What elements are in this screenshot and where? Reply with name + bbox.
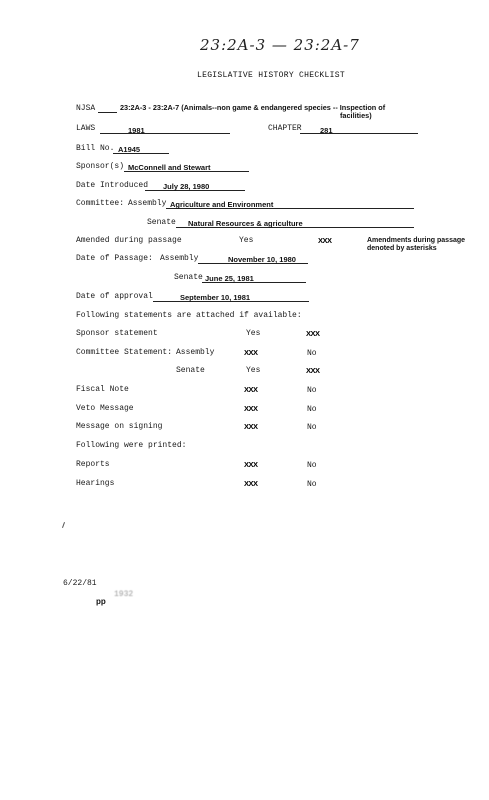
- reports-yes: XXX: [244, 460, 258, 469]
- committee-assembly-label: Assembly: [128, 199, 167, 208]
- printed-heading: Following were printed:: [76, 441, 187, 450]
- fiscal-note-no: No: [307, 386, 317, 395]
- chapter-value: 281: [320, 126, 333, 135]
- committee-senate-label: Senate: [147, 218, 176, 227]
- date-introduced-value: July 28, 1980: [163, 182, 210, 191]
- date-of-approval-label: Date of approval: [76, 292, 153, 301]
- sponsor-statement-yes: Yes: [246, 329, 261, 338]
- laws-value: 1981: [128, 126, 145, 135]
- footer-date: 6/22/81: [63, 579, 97, 588]
- message-on-signing-no: No: [307, 423, 317, 432]
- hearings-yes: XXX: [244, 479, 258, 488]
- committee-statement-assembly: Assembly: [176, 348, 215, 357]
- veto-message-yes: XXX: [244, 404, 258, 413]
- amended-yes: Yes: [239, 236, 254, 245]
- njsa-label: NJSA: [76, 104, 96, 113]
- statements-heading: Following statements are attached if available:: [76, 311, 302, 320]
- committee-senate-no: XXX: [306, 366, 320, 375]
- stray-mark: [62, 522, 65, 528]
- committee-assembly-no: No: [307, 349, 317, 358]
- laws-underline: [100, 133, 230, 134]
- veto-message-no: No: [307, 405, 317, 414]
- passage-senate-label: Senate: [174, 273, 203, 282]
- committee-label: Committee:: [76, 199, 125, 208]
- laws-label: LAWS: [76, 124, 96, 133]
- committee-statement-label: Committee Statement:: [76, 348, 173, 357]
- committee-senate-value: Natural Resources & agriculture: [188, 219, 303, 228]
- njsa-value-continued: facilities): [340, 111, 372, 120]
- message-on-signing-yes: XXX: [244, 422, 258, 431]
- message-on-signing-label: Message on signing: [76, 422, 163, 431]
- amendments-note: Amendments during passage denoted by asterisks: [367, 237, 466, 252]
- committee-assembly-value: Agriculture and Environment: [170, 200, 274, 209]
- njsa-underline: [98, 112, 117, 113]
- reports-label: Reports: [76, 460, 110, 469]
- handwritten-citation: 23:2A-3 — 23:2A-7: [200, 36, 360, 54]
- passage-senate-value: June 25, 1981: [205, 274, 254, 283]
- passage-assembly-value: November 10, 1980: [228, 255, 296, 264]
- chapter-underline: [300, 133, 418, 134]
- page-title: LEGISLATIVE HISTORY CHECKLIST: [197, 71, 345, 80]
- committee-assembly-yes: XXX: [244, 348, 258, 357]
- hearings-label: Hearings: [76, 479, 115, 488]
- committee-senate-yes: Yes: [246, 366, 261, 375]
- bill-no-label: Bill No.: [76, 144, 115, 153]
- date-introduced-label: Date Introduced: [76, 181, 149, 190]
- amended-no-marked: XXX: [318, 236, 332, 245]
- reports-no: No: [307, 461, 317, 470]
- hearings-no: No: [307, 480, 317, 489]
- footer-smudge: 1932: [114, 590, 134, 599]
- fiscal-note-yes: XXX: [244, 385, 258, 394]
- sponsor-statement-no: XXX: [306, 329, 320, 338]
- amended-label: Amended during passage: [76, 236, 182, 245]
- passage-assembly-label: Assembly: [160, 254, 199, 263]
- sponsors-label: Sponsor(s): [76, 162, 125, 171]
- sponsors-value: McConnell and Stewart: [128, 163, 211, 172]
- committee-statement-senate: Senate: [176, 366, 205, 375]
- sponsor-statement-label: Sponsor statement: [76, 329, 158, 338]
- footer-initials: pp: [96, 597, 106, 606]
- chapter-label: CHAPTER: [268, 124, 302, 133]
- fiscal-note-label: Fiscal Note: [76, 385, 129, 394]
- date-of-approval-value: September 10, 1981: [180, 293, 251, 302]
- date-of-passage-label: Date of Passage:: [76, 254, 153, 263]
- veto-message-label: Veto Message: [76, 404, 134, 413]
- njsa-value: 23:2A-3 - 23:2A-7 (Animals--non game & endangered species -- Inspection of: [120, 103, 386, 112]
- bill-no-value: A1945: [118, 145, 141, 154]
